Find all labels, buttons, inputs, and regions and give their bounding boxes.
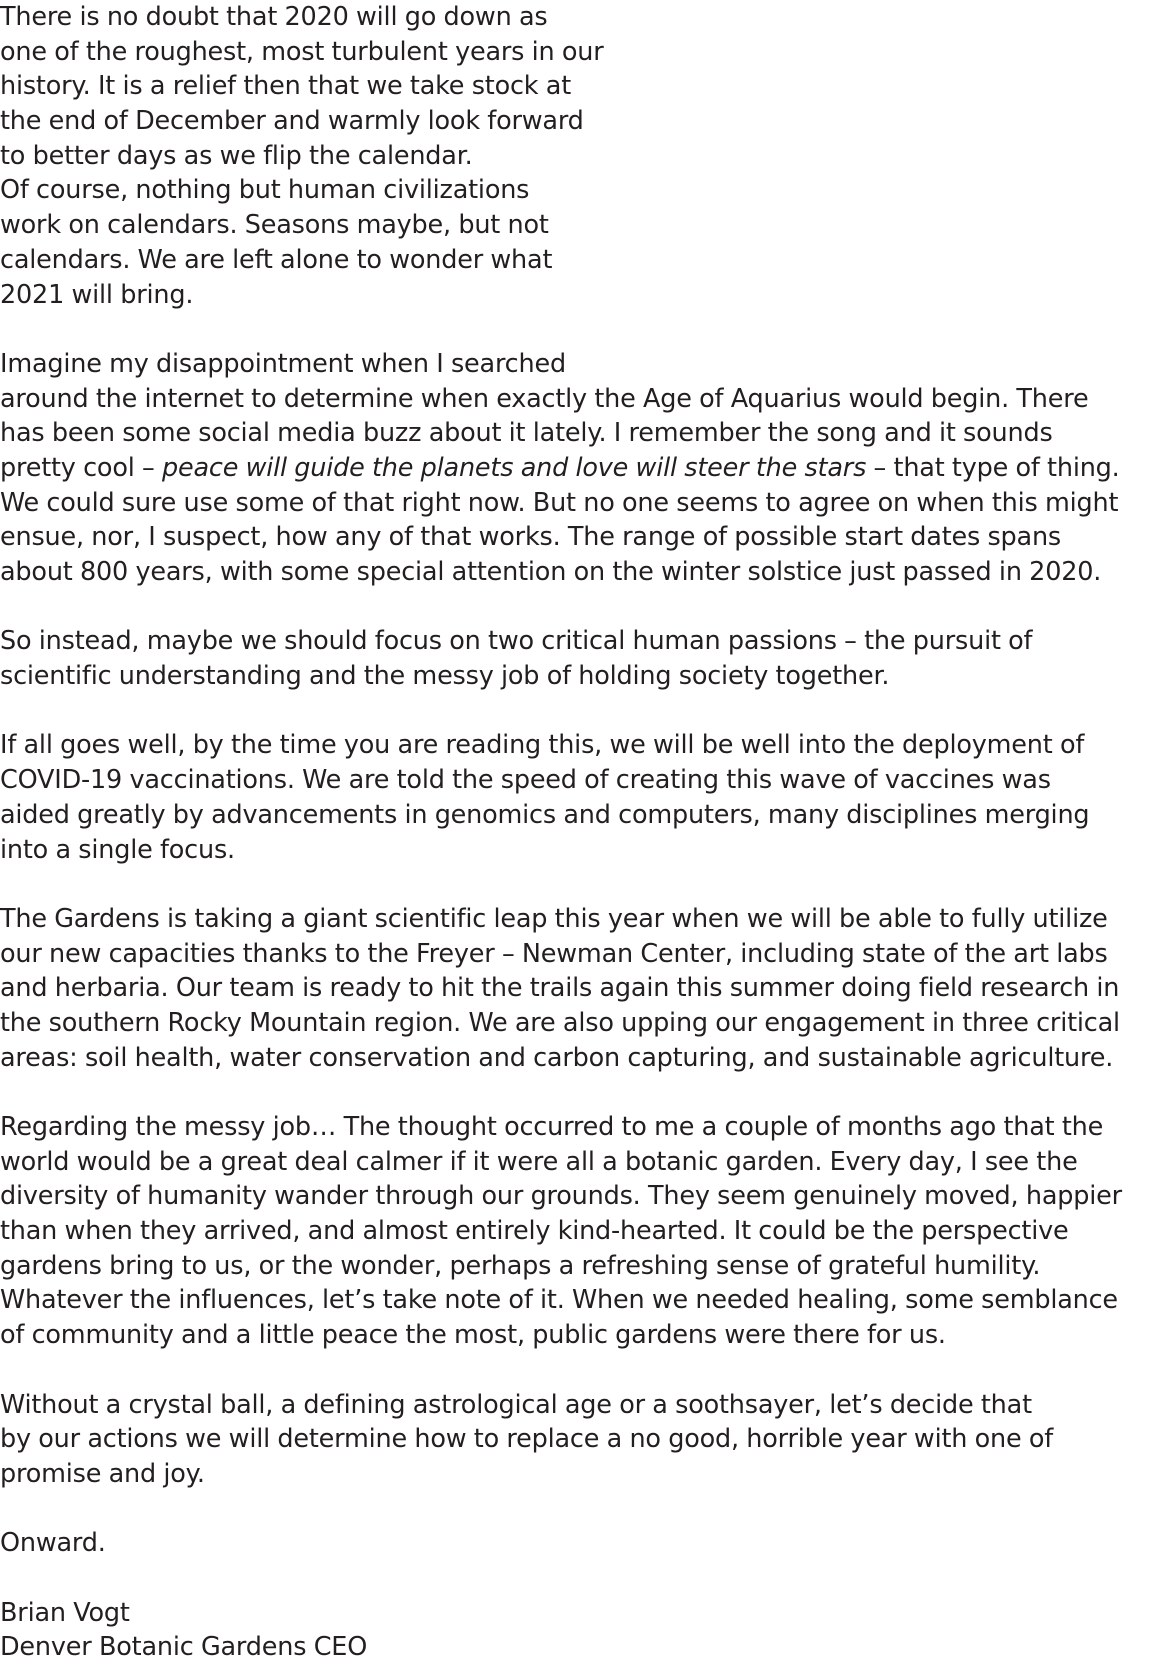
text-line: by our actions we will determine how to replace a no good, horrible year with one of: [0, 1424, 1054, 1455]
paragraph-vaccines: [0, 728, 1162, 867]
text-line: aided greatly by advancements in genomics and computers, many disciplines merging: [0, 799, 1090, 830]
paragraph-conclusion: [0, 1388, 1162, 1492]
text-line: around the internet to determine when exactly the Age of Aquarius would begin. There: [0, 383, 1089, 414]
text-line: the end of December and warmly look forward: [0, 106, 584, 137]
text-line: Of course, nothing but human civilizations: [0, 175, 530, 206]
paragraph-gap: [0, 1492, 1162, 1527]
signature-title: Denver Botanic Gardens CEO: [0, 1632, 368, 1663]
text-line: and herbaria. Our team is ready to hit the trails again this summer doing field research in: [0, 973, 1120, 1004]
text-line: ensue, nor, I suspect, how any of that works. The range of possible start dates spans: [0, 522, 1062, 553]
signature-name: Brian Vogt: [0, 1597, 130, 1628]
text-line: has been some social media buzz about it lately. I remember the song and it sounds: [0, 418, 1053, 449]
text-line: promise and joy.: [0, 1458, 205, 1489]
text-line: So instead, maybe we should focus on two critical human passions – the pursuit of: [0, 626, 1033, 657]
text-line: calendars. We are left alone to wonder what: [0, 244, 553, 275]
text-line: the southern Rocky Mountain region. We are also upping our engagement in three critical: [0, 1007, 1120, 1038]
text-line: than when they arrived, and almost entirely kind-hearted. It could be the perspective: [0, 1216, 1069, 1247]
text-line: The Gardens is taking a giant scientific leap this year when we will be able to fully utilize: [0, 903, 1108, 934]
text-line: work on calendars. Seasons maybe, but not: [0, 210, 549, 241]
paragraph-gap: [0, 1353, 1162, 1388]
paragraph-science: [0, 902, 1162, 1075]
paragraph-messy-job: [0, 1110, 1162, 1353]
text-line: Without a crystal ball, a defining astrological age or a soothsayer, let’s decide that: [0, 1389, 1032, 1420]
paragraph-gap: [0, 590, 1162, 625]
text-line: Regarding the messy job… The thought occurred to me a couple of months ago that the: [0, 1112, 1104, 1142]
paragraph-aquarius: [0, 347, 1162, 590]
text-line: into a single focus.: [0, 834, 235, 865]
text-line: diversity of humanity wander through our grounds. They seem genuinely moved, happier: [0, 1181, 1122, 1212]
text-line-with-quote: [0, 451, 1162, 486]
paragraph-gap: [0, 867, 1162, 902]
text-line: Whatever the influences, let’s take note of it. When we needed healing, some semblance: [0, 1285, 1118, 1316]
paragraph-gap: [0, 312, 1162, 347]
text-line: areas: soil health, water conservation and carbon capturing, and sustainable agriculture.: [0, 1042, 1114, 1073]
text-line: COVID-19 vaccinations. We are told the speed of creating this wave of vaccines was: [0, 765, 1051, 796]
text-line: about 800 years, with some special attention on the winter solstice just passed in 2020.: [0, 557, 1102, 587]
paragraph-gap: [0, 694, 1162, 729]
text-line: 2021 will bring.: [0, 279, 194, 310]
text-line: We could sure use some of that right now. But no one seems to agree on when this might: [0, 487, 1119, 518]
paragraph-gap: [0, 1561, 1162, 1596]
text-line: scientific understanding and the messy job of holding society together.: [0, 661, 890, 692]
text-line: our new capacities thanks to the Freyer – Newman Center, including state of the art labs: [0, 938, 1108, 969]
text-fragment: pretty cool –: [0, 452, 162, 483]
text-line: of community and a little peace the most, public gardens were there for us.: [0, 1320, 946, 1351]
text-line: gardens bring to us, or the wonder, perhaps a refreshing sense of grateful humility.: [0, 1250, 1041, 1281]
text-line: history. It is a relief then that we take stock at: [0, 71, 572, 102]
text-line: If all goes well, by the time you are reading this, we will be well into the deployment of: [0, 730, 1085, 761]
closing-line: Onward.: [0, 1528, 106, 1559]
paragraph-intro: [0, 0, 1162, 312]
text-line: world would be a great deal calmer if it were all a botanic garden. Every day, I see the: [0, 1146, 1078, 1177]
text-line: Imagine my disappointment when I searched: [0, 348, 566, 379]
song-lyric-quote: peace will guide the planets and love will steer the stars: [161, 452, 867, 483]
text-line: one of the roughest, most turbulent years in our: [0, 36, 604, 67]
signature-block: [0, 1596, 1162, 1665]
paragraph-passions: [0, 624, 1162, 693]
text-fragment: – that type of thing.: [866, 452, 1120, 483]
text-line: to better days as we flip the calendar.: [0, 140, 473, 171]
paragraph-gap: [0, 1075, 1162, 1110]
text-line: There is no doubt that 2020 will go down as: [0, 2, 548, 32]
